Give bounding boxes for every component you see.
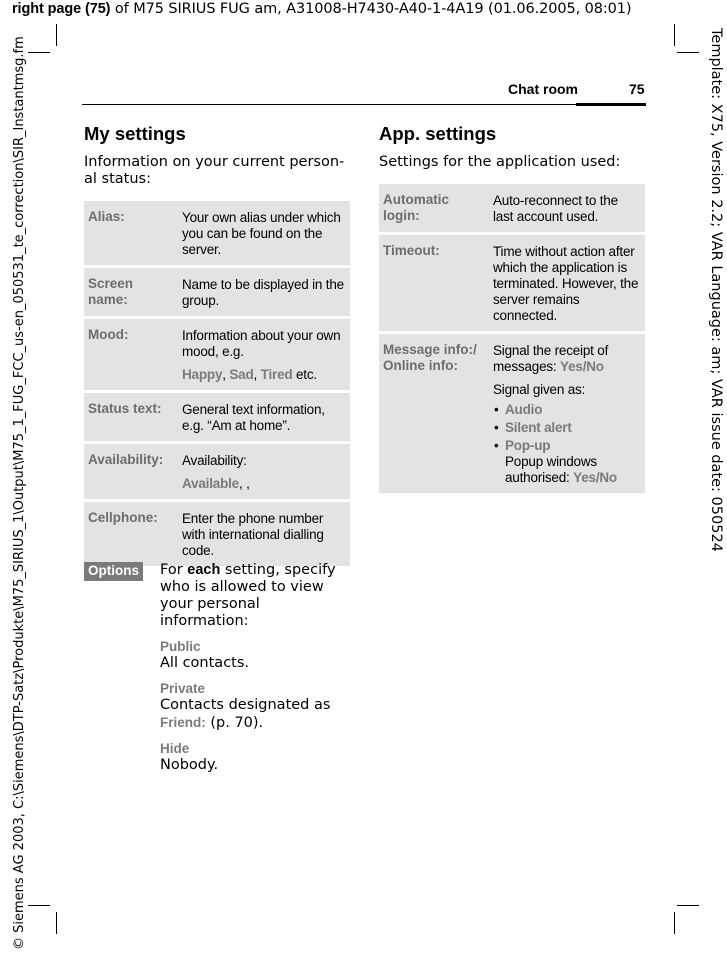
signal-option: Audio [505,402,543,417]
option-desc: Nobody. [160,757,219,773]
crop-mark [28,905,50,906]
setting-desc: Your own alias under which you can be found on the server. [176,201,350,265]
setting-key: Timeout: [379,235,487,331]
mood-example: Happy [182,367,223,382]
option-item-public [160,638,350,672]
mood-example: Sad [229,367,254,382]
setting-key: Mood: [84,319,176,390]
options-intro [160,562,350,630]
page-header-title: Chat room [508,81,578,97]
setting-desc: Auto-reconnect to the last account used. [487,184,645,232]
my-settings-intro: Information on your current person-al status: [84,154,345,187]
mood-tail: etc. [292,367,317,382]
list-item [493,438,641,486]
option-desc [160,697,350,732]
setting-key: Alias: [84,201,176,265]
page-number: 75 [629,81,645,97]
message-info-pre: Signal the receipt of messages: [493,343,609,374]
setting-key: Screen name: [84,268,176,316]
separator: , [253,367,261,382]
setting-key: Availability: [84,444,176,499]
availability-tail: , , [238,476,250,491]
option-desc-bold: Friend: [160,715,206,730]
crop-mark [56,912,57,934]
availability-example: Available [182,476,239,491]
options-intro-pre: For [160,562,188,578]
print-header-bold: right page (75) [12,1,111,17]
popup-desc: Popup windows authorised: [505,454,597,485]
signal-options-list [493,402,641,486]
header-rule [82,104,646,105]
setting-key: Status text: [84,393,176,441]
side-right-text: Template: X75, Version 2.2; VAR Language: am; VAR issue date: 050524 [708,28,724,552]
table-row [379,235,645,331]
mood-examples [182,367,346,383]
crop-mark [674,24,675,46]
mood-example: Tired [260,367,293,382]
print-header-rest: of M75 SIRIUS FUG am, A31008-H7430-A40-1-4A19 (01.06.2005, 08:01) [110,1,632,17]
options-intro-post: setting, specify who is allowed to view your personal information: [160,562,336,629]
options-intro-bold: each [187,562,221,578]
list-item [493,402,641,418]
option-name: Private [160,681,206,696]
side-left-text: © Siemens AG 2003, C:\Siemens\DTP-Satz\Produkte\M75_SIRIUS_1\Output\M75_1_FUG_FCC_us-en_050531_te_correction\SIR_Instantmsg.fm [12,36,27,950]
option-desc: All contacts. [160,655,250,671]
crop-mark [674,912,675,934]
app-settings-heading: App. settings [379,123,497,144]
setting-desc [487,334,645,493]
table-row [379,184,645,232]
setting-desc: Time without action after which the application is terminated. However, the server remains connected. [487,235,645,331]
print-header [12,1,712,17]
table-row [84,319,350,390]
table-row [84,393,350,441]
table-row [84,268,350,316]
side-left-path [0,0,27,955]
popup-yesno: Yes/No [573,470,617,485]
app-settings-intro: Settings for the application used: [379,154,621,170]
my-settings-heading: My settings [84,123,186,144]
setting-key: Message info:/ Online info: [379,334,487,493]
crop-mark [28,52,50,53]
setting-desc: Name to be displayed in the group. [176,268,350,316]
setting-desc: General text information, e.g. “Am at home”. [176,393,350,441]
option-item-private [160,680,350,732]
crop-mark [56,24,57,46]
availability-desc: Availability: [182,453,247,468]
table-row [84,502,350,566]
table-row [379,334,645,493]
crop-mark [677,905,699,906]
options-softkey-badge: Options [84,562,143,581]
setting-desc [176,319,350,390]
setting-desc [176,444,350,499]
message-info-desc [493,343,641,375]
signal-given-label: Signal given as: [493,382,586,397]
signal-option: Pop-up [505,438,551,453]
signal-option: Silent alert [505,420,572,435]
options-description [160,562,350,774]
option-desc-post: (p. 70). [205,715,264,731]
app-settings-section [379,122,645,496]
setting-desc: Enter the phone number with international dialling code. [176,502,350,566]
option-name: Public [160,639,201,654]
separator: , [222,367,230,382]
my-settings-section [84,122,350,569]
app-settings-table [379,181,645,496]
mood-desc: Information about your own mood, e.g. [182,328,341,359]
message-info-yesno: Yes/No [560,359,604,374]
option-name: Hide [160,741,190,756]
list-item [493,420,641,436]
table-row [84,201,350,265]
header-rule-accent [576,103,646,106]
side-right-template [702,0,727,955]
availability-values [182,476,346,492]
table-row [84,444,350,499]
crop-mark [677,52,699,53]
option-item-hide [160,740,350,774]
setting-key: Automatic login: [379,184,487,232]
my-settings-table [84,198,350,569]
setting-key: Cellphone: [84,502,176,566]
option-desc-pre: Contacts designated as [160,697,331,713]
